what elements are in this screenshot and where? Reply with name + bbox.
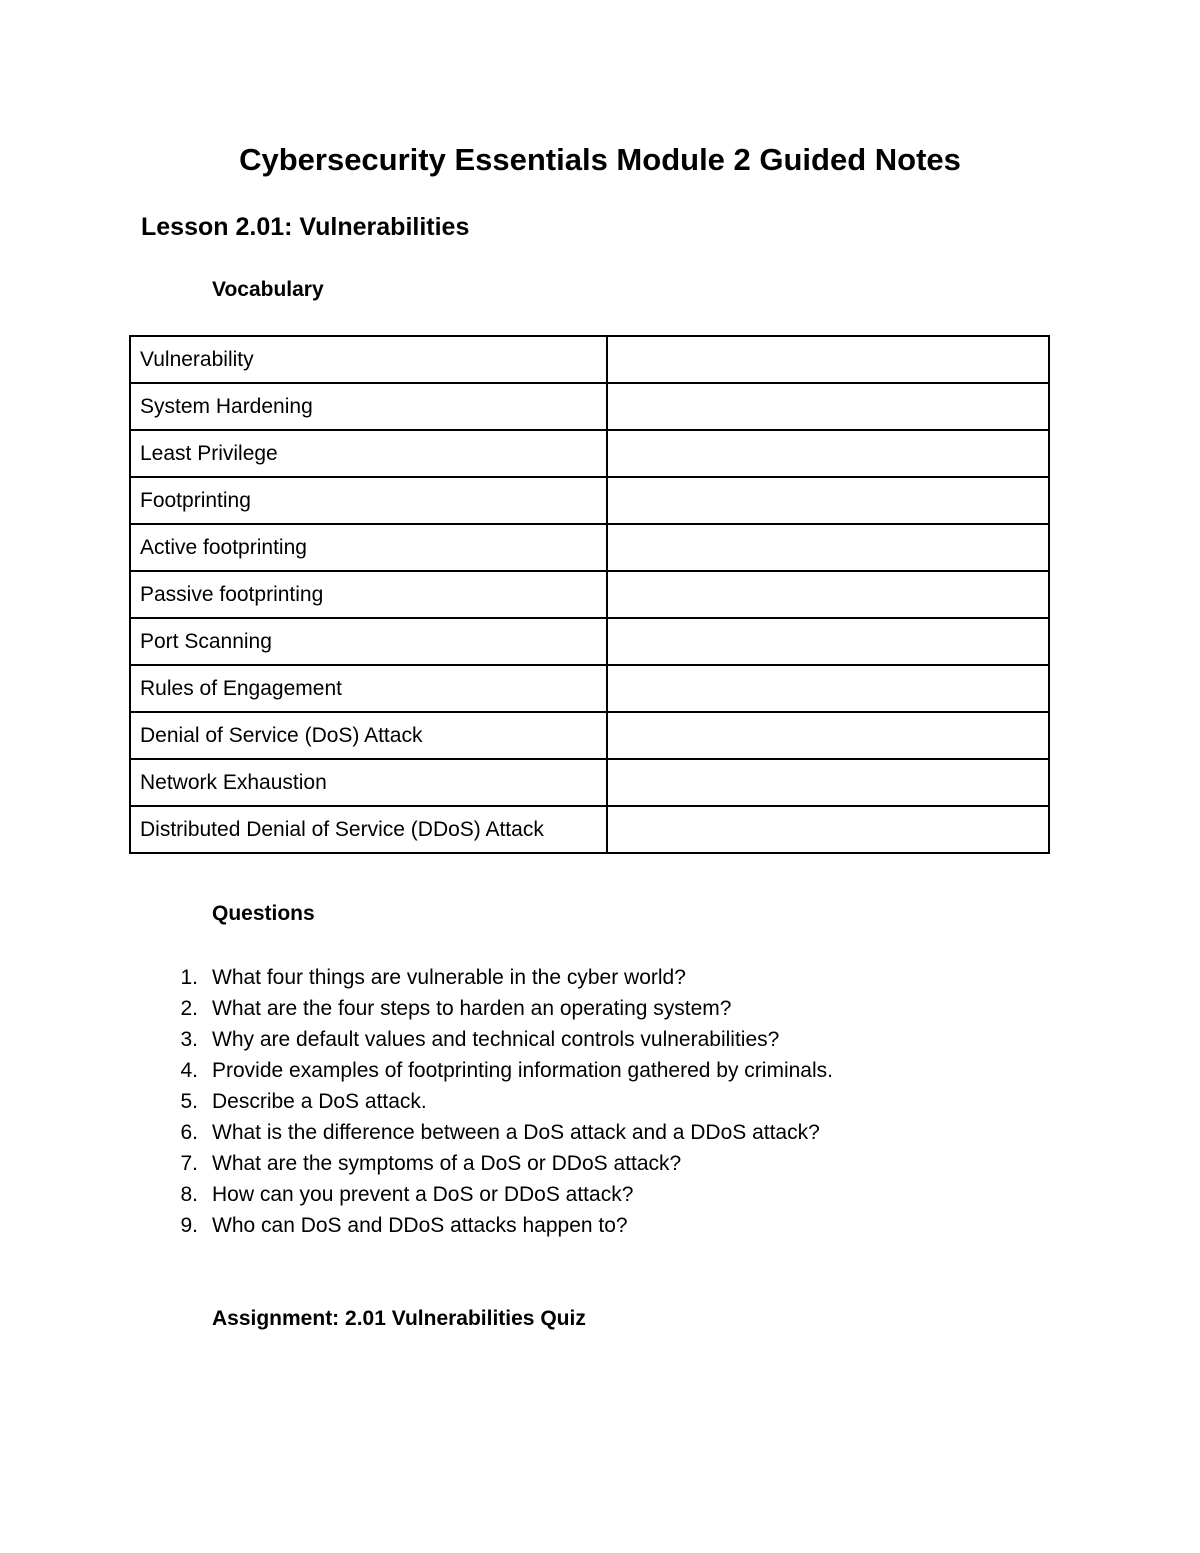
list-item: [168, 1024, 1128, 1055]
table-row: [130, 618, 1049, 665]
question-text: What four things are vulnerable in the cyber world?: [212, 966, 686, 989]
vocab-definition-cell[interactable]: [607, 571, 1049, 618]
question-number: 4.: [180, 1059, 198, 1082]
assignment-heading: Assignment: 2.01 Vulnerabilities Quiz: [212, 1307, 586, 1330]
vocab-term: Least Privilege: [130, 430, 607, 477]
vocab-term: Rules of Engagement: [130, 665, 607, 712]
table-row: [130, 806, 1049, 853]
vocab-term: Passive footprinting: [130, 571, 607, 618]
question-number: 8.: [180, 1183, 198, 1206]
vocab-definition-cell[interactable]: [607, 712, 1049, 759]
list-item: [168, 993, 1128, 1024]
question-number: 9.: [180, 1214, 198, 1237]
vocab-definition-cell[interactable]: [607, 524, 1049, 571]
table-row: [130, 477, 1049, 524]
table-row: [130, 759, 1049, 806]
question-text: Provide examples of footprinting information gathered by criminals.: [212, 1059, 833, 1082]
question-number: 7.: [180, 1152, 198, 1175]
table-row: [130, 665, 1049, 712]
list-item: [168, 962, 1128, 993]
question-text: What is the difference between a DoS attack and a DDoS attack?: [212, 1121, 820, 1144]
table-row: [130, 524, 1049, 571]
vocab-definition-cell[interactable]: [607, 665, 1049, 712]
question-number: 6.: [180, 1121, 198, 1144]
question-number: 3.: [180, 1028, 198, 1051]
vocab-definition-cell[interactable]: [607, 618, 1049, 665]
question-text: What are the symptoms of a DoS or DDoS attack?: [212, 1152, 682, 1175]
vocab-definition-cell[interactable]: [607, 806, 1049, 853]
vocab-term: Footprinting: [130, 477, 607, 524]
question-text: What are the four steps to harden an operating system?: [212, 997, 732, 1020]
vocab-term: System Hardening: [130, 383, 607, 430]
vocab-term: Active footprinting: [130, 524, 607, 571]
table-row: [130, 571, 1049, 618]
question-number: 5.: [180, 1090, 198, 1113]
list-item: [168, 1055, 1128, 1086]
list-item: [168, 1086, 1128, 1117]
question-text: Why are default values and technical controls vulnerabilities?: [212, 1028, 780, 1051]
list-item: [168, 1179, 1128, 1210]
vocab-term: Port Scanning: [130, 618, 607, 665]
question-text: Who can DoS and DDoS attacks happen to?: [212, 1214, 628, 1237]
question-number: 2.: [180, 997, 198, 1020]
list-item: [168, 1148, 1128, 1179]
list-item: [168, 1117, 1128, 1148]
page-title: Cybersecurity Essentials Module 2 Guided Notes: [239, 142, 961, 177]
question-number: 1.: [180, 966, 198, 989]
question-text: Describe a DoS attack.: [212, 1090, 427, 1113]
vocab-definition-cell[interactable]: [607, 383, 1049, 430]
table-row: [130, 712, 1049, 759]
table-row: [130, 430, 1049, 477]
vocab-term: Vulnerability: [130, 336, 607, 383]
question-list: [168, 962, 1128, 1241]
vocab-term: Denial of Service (DoS) Attack: [130, 712, 607, 759]
vocabulary-heading: Vocabulary: [212, 278, 324, 301]
vocabulary-table: [129, 335, 1050, 854]
vocab-definition-cell[interactable]: [607, 477, 1049, 524]
vocab-definition-cell[interactable]: [607, 430, 1049, 477]
list-item: [168, 1210, 1128, 1241]
vocab-definition-cell[interactable]: [607, 759, 1049, 806]
vocab-term: Network Exhaustion: [130, 759, 607, 806]
vocab-term: Distributed Denial of Service (DDoS) Attack: [130, 806, 607, 853]
lesson-title: Lesson 2.01: Vulnerabilities: [141, 213, 470, 241]
vocab-definition-cell[interactable]: [607, 336, 1049, 383]
table-row: [130, 383, 1049, 430]
questions-heading: Questions: [212, 902, 315, 925]
question-text: How can you prevent a DoS or DDoS attack?: [212, 1183, 634, 1206]
table-row: [130, 336, 1049, 383]
